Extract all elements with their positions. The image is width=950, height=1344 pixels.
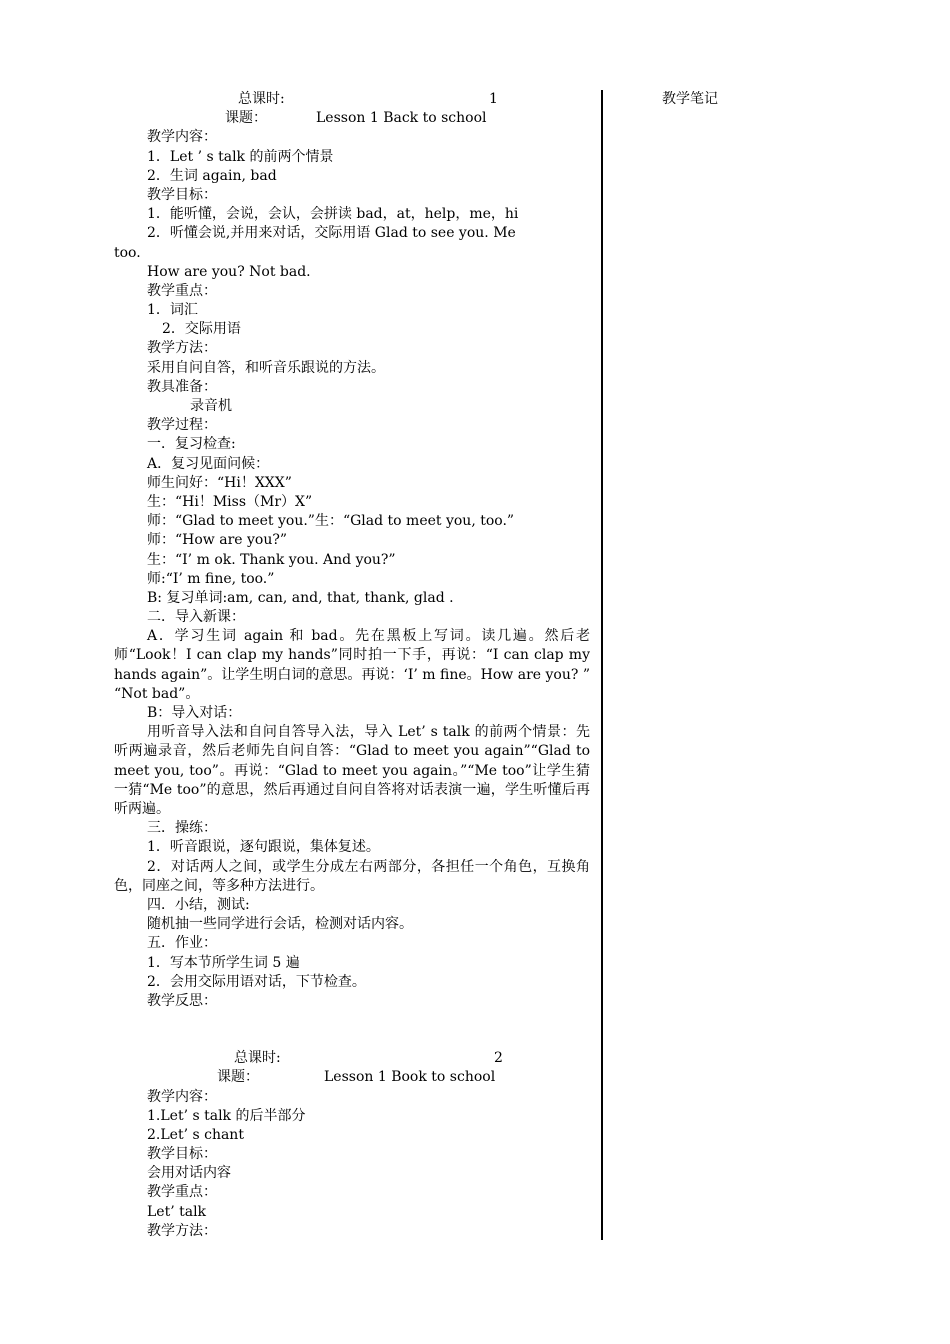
homework-item: 1．写本节所学生词 5 遍 [147, 954, 300, 971]
dialogue-line: 生：“Hi！Miss（Mr）X” [147, 493, 313, 510]
content-item: 1.Let’ s talk 的后半部分 [147, 1107, 306, 1124]
dialogue-line: 师:“I’ m fine, too.” [147, 570, 275, 587]
step-text: B：导入对话： [147, 705, 242, 722]
step-paragraph: A．学习生词 again 和 bad。先在黑板上写词。读几遍。然后老师“Look！I can clap my hands”同时拍一下手，再说：“I can clap my hands again”。让学生明白词的意思。再说：‘I’ m fine。How are you? ” “Not bad”。 [114, 628, 590, 702]
method-text: 采用自问自答，和听音乐跟说的方法。 [147, 359, 385, 376]
materials-text: 录音机 [190, 398, 232, 414]
total-hours-label: 总课时: [234, 1050, 281, 1067]
section-heading: 教学内容： [147, 129, 217, 146]
section-heading: 教学目标： [147, 1146, 217, 1163]
topic-label: 课题： [217, 1069, 259, 1086]
section-heading: 教学方法： [147, 1222, 217, 1239]
content-item: 1．Let ’ s talk 的前两个情景 [147, 148, 334, 165]
objective-item: 1．能听懂，会说，会认，会拼读 bad，at，help，me，hi [147, 206, 519, 223]
lesson-plan-column [114, 90, 590, 1241]
step-heading: 二．导入新课： [147, 609, 245, 626]
section-heading: 教学过程： [147, 417, 217, 434]
lesson2-topic-row [114, 1068, 590, 1087]
focus-item: 2．交际用语 [162, 321, 241, 338]
focus-item: 1．词汇 [147, 302, 198, 319]
section-heading: 教学重点： [147, 1184, 217, 1201]
section-heading: 教学反思： [147, 992, 217, 1009]
dialogue-line: 师：“Glad to meet you.”生：“Glad to meet you, too.” [147, 513, 515, 530]
dialogue-line: 师生问好：“Hi！XXX” [147, 474, 292, 491]
section-heading: 教学目标： [147, 186, 217, 203]
step-paragraph: 用听音导入法和自问自答导入法，导入 Let’ s talk 的前两个情景：先听两遍录音，然后老师先自问自答：“Glad to meet you again”“Glad to meet you, too”。再说：“Glad to meet you again。”“Me too”让学生猜一猜“Me too”的意思，然后再通过自问自答将对话表演一遍，学生听懂后再听两遍。 [114, 724, 590, 818]
step-heading: 一．复习检查: [147, 436, 236, 453]
section-heading: 教学方法： [147, 340, 217, 357]
topic-value: Lesson 1 Back to school [316, 110, 487, 127]
content-item: 2．生词 again, bad [147, 167, 277, 184]
content-item: 2.Let’ s chant [147, 1126, 244, 1143]
objective-item: 会用对话内容 [147, 1165, 231, 1182]
focus-item: Let’ talk [147, 1203, 207, 1220]
column-divider [601, 90, 603, 1240]
step-heading: 四．小结，测试: [147, 897, 250, 914]
step-text: B: 复习单词:am, can, and, that, thank, glad . [147, 589, 454, 606]
section-heading: 教学内容： [147, 1088, 217, 1105]
step-paragraph: 2．对话两人之间，或学生分成左右两部分，各担任一个角色，互换角色，同座之间，等多种方法进行。 [114, 858, 590, 894]
step-text: 随机抽一些同学进行会话，检测对话内容。 [147, 916, 413, 933]
lesson2-total-row [114, 1049, 590, 1068]
step-text: A．复习见面问候： [147, 455, 270, 472]
homework-item: 2．会用交际用语对话，下节检查。 [147, 973, 366, 990]
dialogue-line: 师：“How are you?” [147, 532, 288, 549]
topic-value: Lesson 1 Book to school [324, 1069, 496, 1086]
step-text: 1．听音跟说，逐句跟说，集体复述。 [147, 839, 380, 856]
section-heading: 教具准备： [147, 378, 217, 395]
section-heading: 教学重点： [147, 282, 217, 299]
total-hours-label: 总课时: [238, 91, 285, 107]
lesson1-topic-row [114, 109, 590, 128]
objective-item: 2．听懂会说,并用来对话，交际用语 Glad to see you. Me [147, 225, 516, 242]
dialogue-line: 生：“I’ m ok. Thank you. And you?” [147, 551, 396, 568]
objective-item-wrap: too. [114, 244, 141, 261]
total-hours-value: 2 [494, 1050, 503, 1067]
objective-item: How are you? Not bad. [147, 263, 311, 280]
topic-label: 课题： [225, 110, 267, 127]
step-heading: 三．操练： [147, 820, 217, 837]
lesson1-total-row [114, 90, 590, 109]
total-hours-value: 1 [489, 91, 498, 107]
step-heading: 五．作业： [147, 935, 217, 952]
teaching-notes-title: 教学笔记 [662, 91, 718, 107]
